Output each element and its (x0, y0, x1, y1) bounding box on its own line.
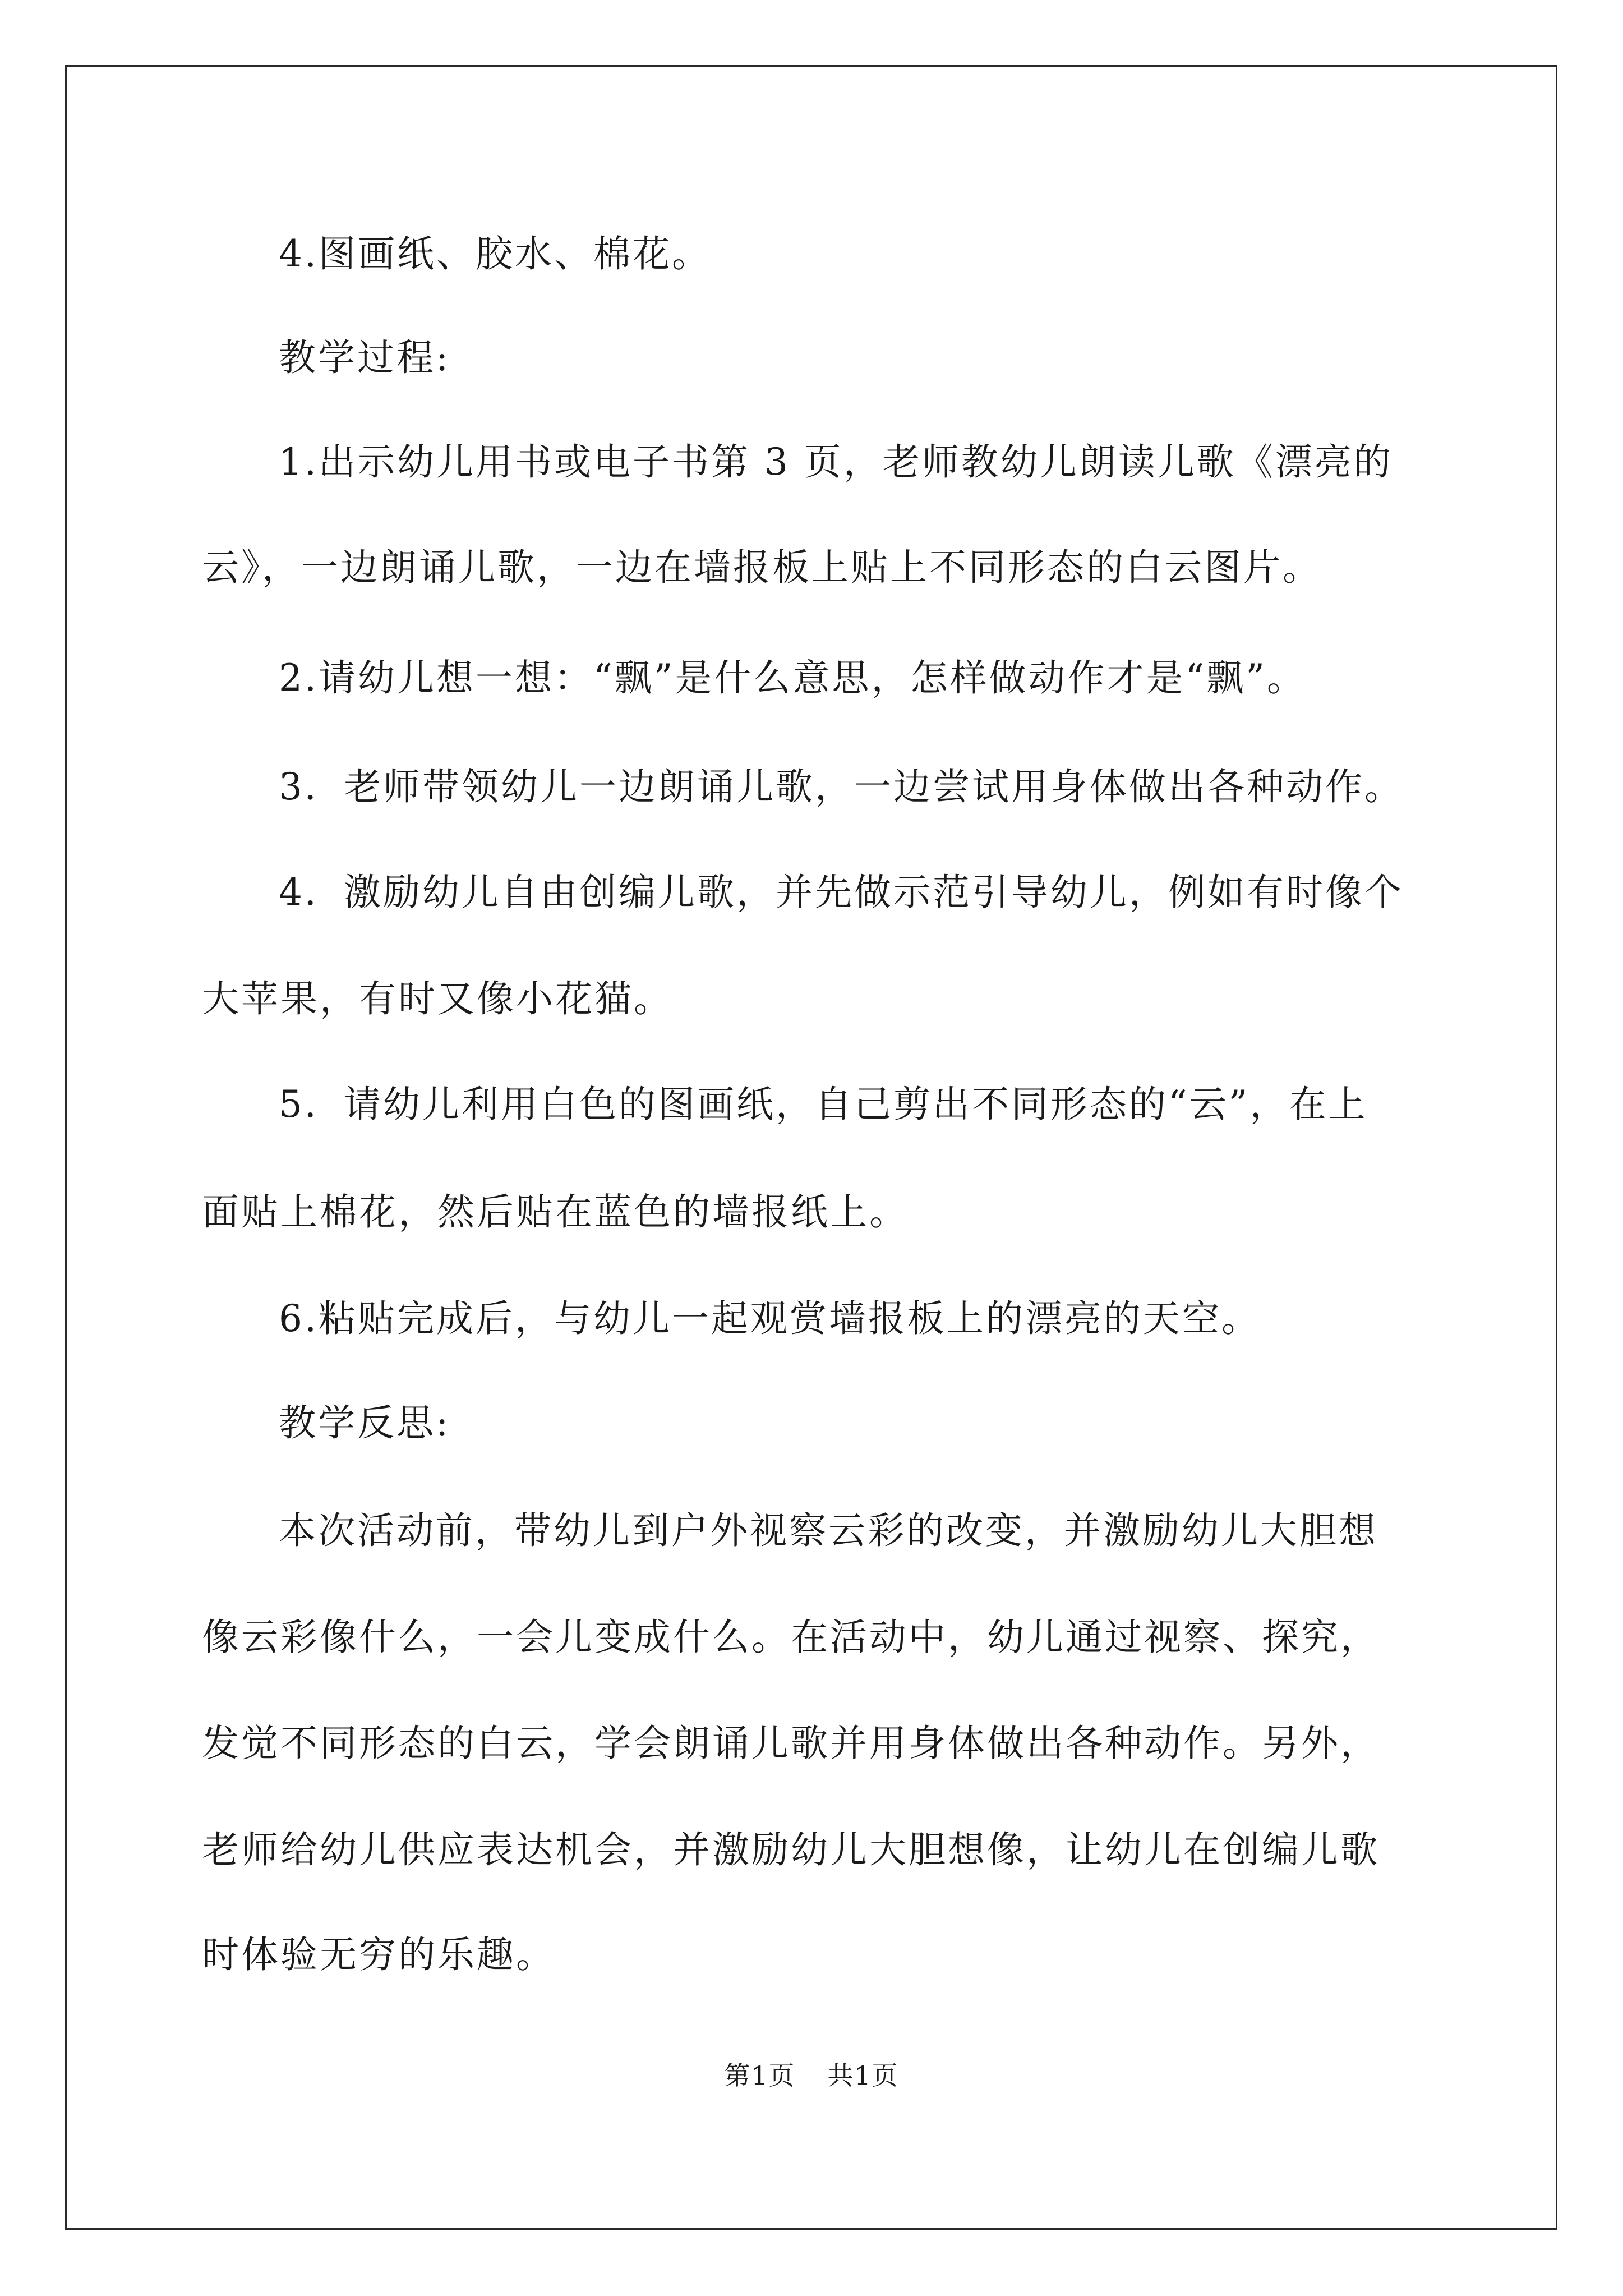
text-line: 发觉不同形态的白云，学会朗诵儿歌并用身体做出各种动作。另外， (202, 1722, 1380, 1765)
text-line: 4.图画纸、胶水、棉花。 (279, 232, 711, 275)
text-line: 面贴上棉花，然后贴在蓝色的墙报纸上。 (202, 1190, 909, 1234)
page-border (65, 65, 1557, 2230)
text-line: 教学过程: (279, 336, 451, 379)
page-footer (0, 2059, 1623, 2092)
text-line: 1.出示幼儿用书或电子书第 3 页，老师教幼儿朗读儿歌《漂亮的 (279, 440, 1393, 484)
text-line: 4．激励幼儿自由创编儿歌，并先做示范引导幼儿，例如有时像个 (279, 871, 1404, 914)
text-line: 教学反思: (279, 1401, 451, 1444)
page-current-label: 第1页 (724, 2060, 796, 2091)
text-line: 像云彩像什么，一会儿变成什么。在活动中，幼儿通过视察、探究， (202, 1616, 1380, 1659)
text-line: 时体验无穷的乐趣。 (202, 1933, 555, 1976)
text-line: 大苹果，有时又像小花猫。 (202, 977, 673, 1020)
text-line: 2.请幼儿想一想：“飘”是什么意思，怎样做动作才是“飘”。 (279, 656, 1306, 700)
text-line: 云》，一边朗诵儿歌，一边在墙报板上贴上不同形态的白云图片。 (202, 546, 1322, 589)
page-total-label: 共1页 (827, 2060, 899, 2091)
text-line: 3．老师带领幼儿一边朗诵儿歌，一边尝试用身体做出各种动作。 (279, 765, 1404, 808)
text-line: 5．请幼儿利用白色的图画纸，自己剪出不同形态的“云”，在上 (279, 1083, 1368, 1126)
text-line: 本次活动前，带幼儿到户外视察云彩的改变，并激励幼儿大胆想 (279, 1509, 1378, 1552)
text-line: 6.粘贴完成后，与幼儿一起观赏墙报板上的漂亮的天空。 (279, 1297, 1261, 1340)
text-line: 老师给幼儿供应表达机会，并激励幼儿大胆想像，让幼儿在创编儿歌 (202, 1828, 1380, 1871)
